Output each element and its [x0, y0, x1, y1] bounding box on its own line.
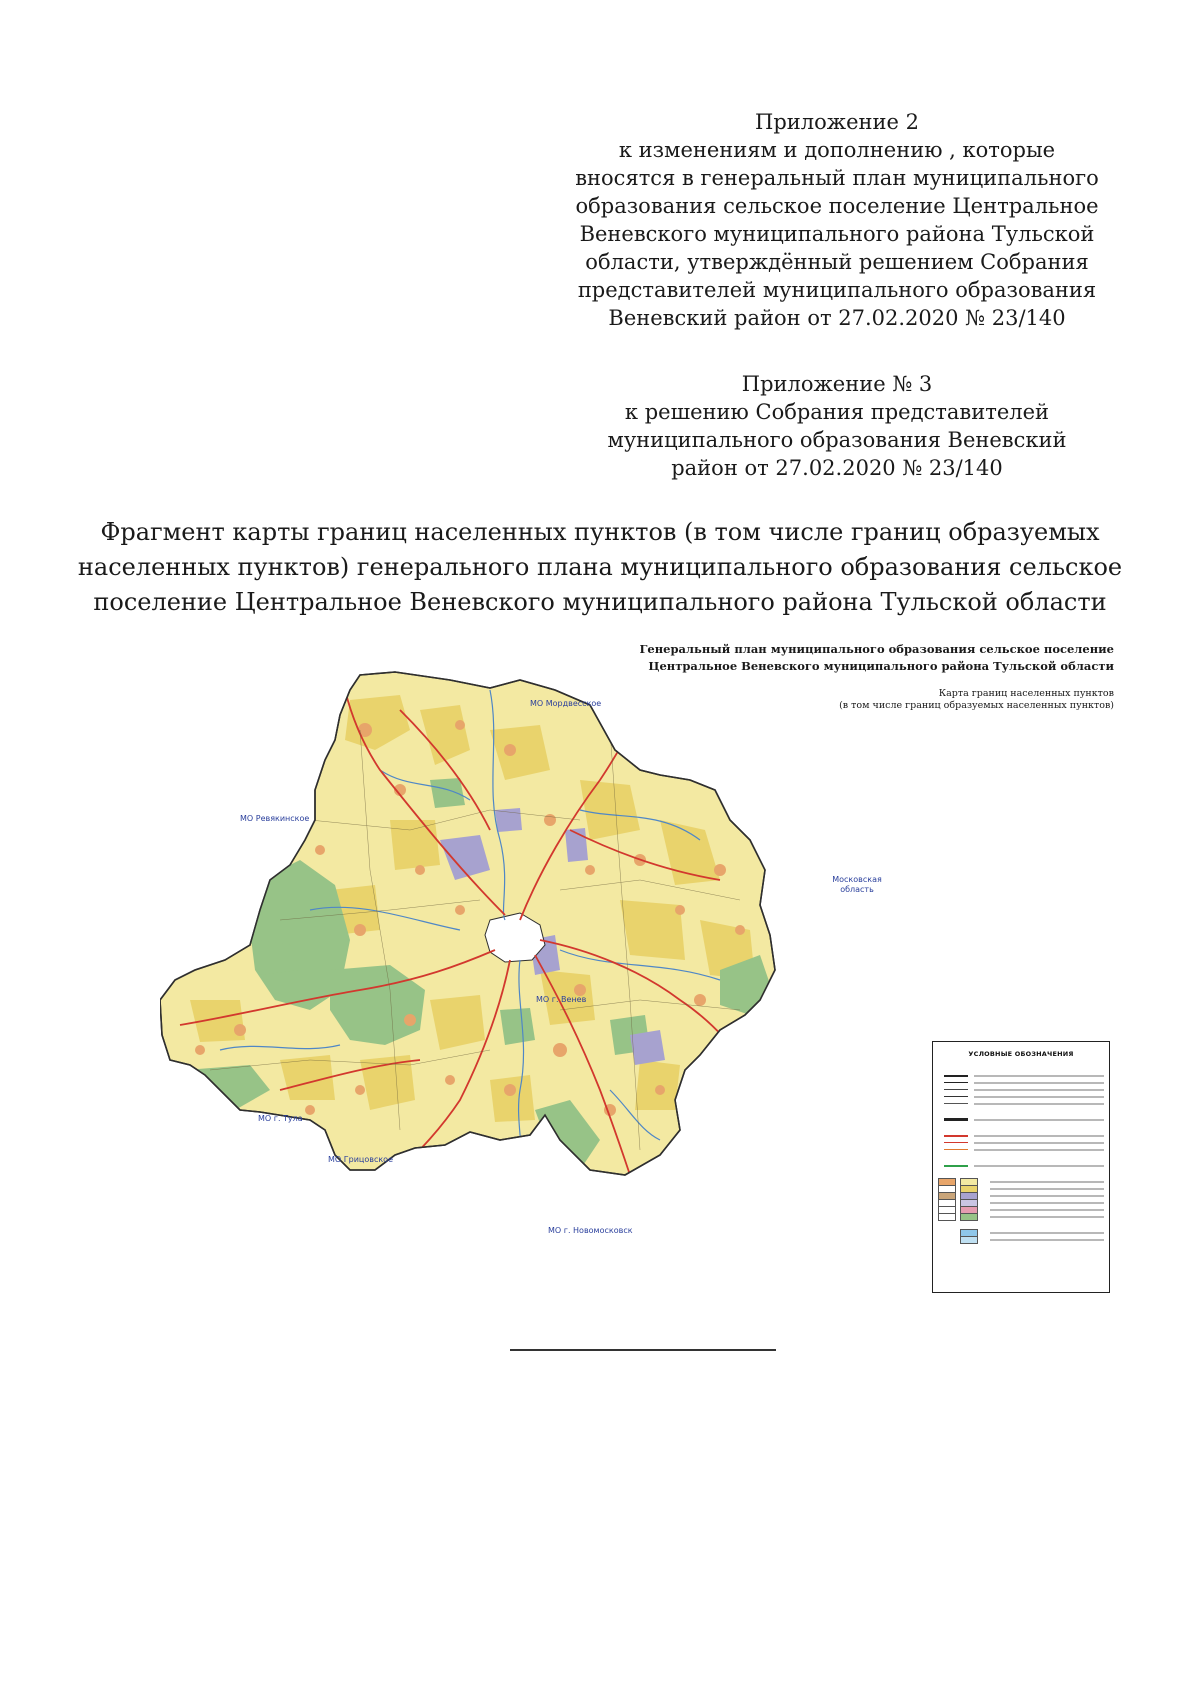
appendix-line: образования сельское поселение Центральное	[575, 194, 1099, 218]
appendix-3-header	[557, 370, 1117, 482]
settlement-boundaries-map	[160, 670, 920, 1255]
label-mordvesskoe: МО Мордвесское	[530, 699, 602, 708]
legend-row	[938, 1139, 1104, 1146]
label-venev: МО г. Венев	[536, 995, 587, 1004]
title-line: поселение Центральное Веневского муниципального района Тульской области	[93, 588, 1107, 616]
legend-row	[938, 1213, 1104, 1220]
map-subtitle-line: (в том числе границ образуемых населенных пунктов)	[839, 700, 1114, 711]
label-revyakinskoe: МО Ревякинское	[240, 814, 310, 823]
legend-row	[938, 1086, 1104, 1093]
appendix-line: муниципального образования Веневский	[607, 428, 1067, 452]
legend-row	[938, 1236, 1104, 1243]
appendix-line: к решению Собрания представителей	[624, 400, 1050, 424]
appendix-line: Веневский район от 27.02.2020 № 23/140	[608, 306, 1066, 330]
document-title	[60, 515, 1140, 620]
map-legend	[932, 1041, 1110, 1293]
appendix-line: представителей муниципального образования	[577, 278, 1097, 302]
legend-row	[938, 1100, 1104, 1107]
legend-row	[938, 1116, 1104, 1123]
footer-rule	[510, 1349, 776, 1351]
label-moskovskaya-oblast: Московская область	[832, 875, 882, 894]
appendix-line: Приложение № 3	[741, 372, 933, 396]
title-line: Фрагмент карты границ населенных пунктов (в том числе границ образуемых	[100, 518, 1100, 546]
appendix-line: Веневского муниципального района Тульской	[579, 222, 1095, 246]
appendix-line: район от 27.02.2020 № 23/140	[671, 456, 1003, 480]
appendix-line: области, утверждённый решением Собрания	[585, 250, 1089, 274]
title-line: населенных пунктов) генерального плана муниципального образования сельское	[77, 553, 1123, 581]
legend-row	[938, 1093, 1104, 1100]
map-header-line: Генеральный план муниципального образования сельское поселение	[639, 642, 1114, 656]
legend-row	[938, 1162, 1104, 1169]
map-subtitle-line: Карта границ населенных пунктов	[938, 688, 1114, 699]
label-gritsovskoe: МО Грицовское	[328, 1155, 393, 1164]
legend-row	[938, 1072, 1104, 1079]
legend-row	[938, 1132, 1104, 1139]
legend-row	[938, 1146, 1104, 1153]
legend-row	[938, 1079, 1104, 1086]
label-novomoskovsk: МО г. Новомосковск	[548, 1226, 633, 1235]
appendix-line: Приложение 2	[755, 110, 919, 134]
map-header-line: Центральное Веневского муниципального района Тульской области	[648, 659, 1114, 673]
appendix-line: к изменениям и дополнению , которые	[618, 138, 1056, 162]
appendix-line: вносятся в генеральный план муниципального	[575, 166, 1099, 190]
appendix-2-header	[557, 108, 1117, 332]
label-tula: МО г. Тула	[258, 1114, 303, 1123]
legend-title: УСЛОВНЫЕ ОБОЗНАЧЕНИЯ	[968, 1050, 1074, 1058]
